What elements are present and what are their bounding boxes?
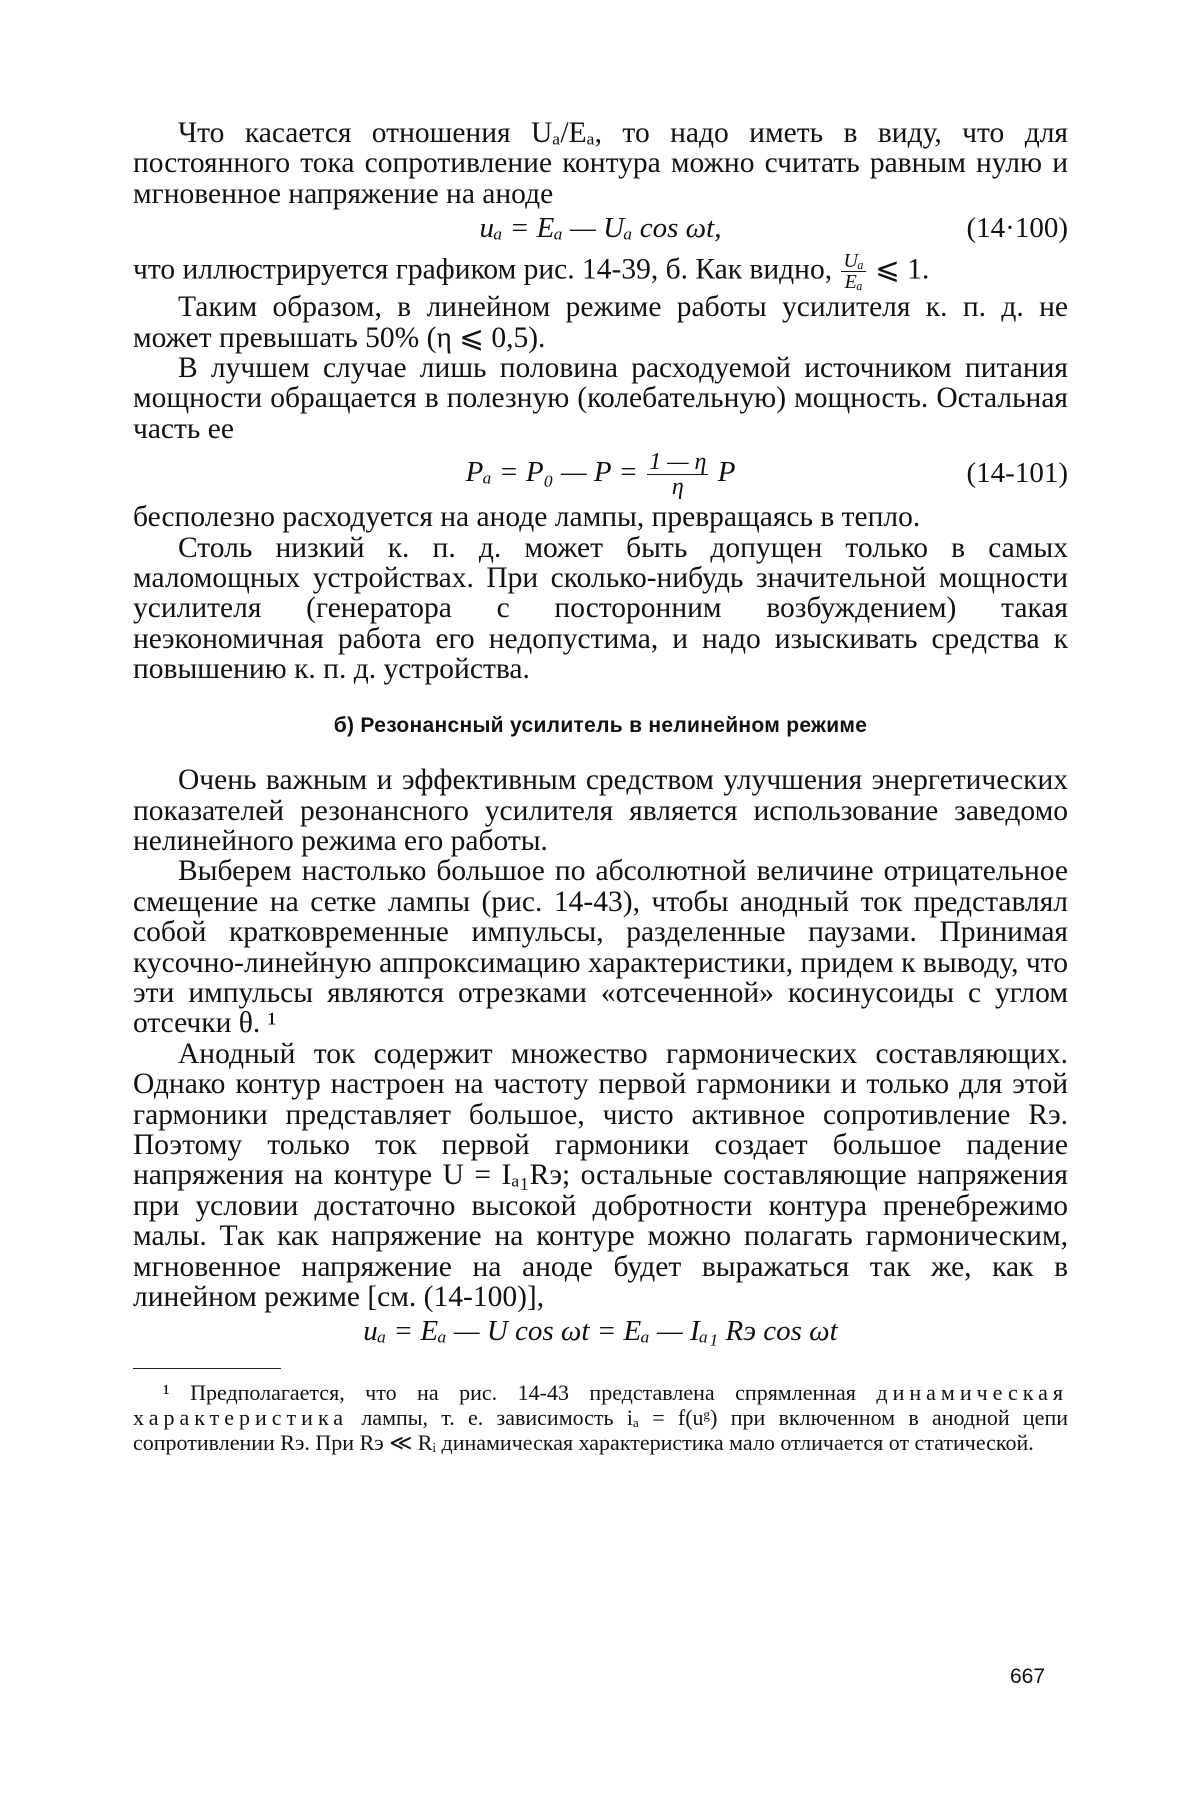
- footnote-part2: лампы, т. е. зависимость iₐ = f(uᵍ) при включенном в анодной цепи сопротивлении Rэ. При Rэ ≪ Rᵢ динамическая характеристика мало отличается от статической.: [133, 1405, 1068, 1455]
- footnote-part1: ¹ Предполагается, что на рис. 14-43 представлена спрямленная: [163, 1380, 877, 1405]
- footnote-rule: [133, 1368, 281, 1369]
- section-heading: б) Резонансный усилитель в нелинейном режиме: [333, 713, 868, 737]
- page-number: 667: [1010, 1665, 1046, 1688]
- ratio-denominator: Eₐ: [844, 271, 863, 294]
- paragraph-harmonics: Анодный ток содержит множество гармонических составляющих. Однако контур настроен на частоту первой гармоники и только для этой гармоники представляет большое, чисто активное сопротивление Rэ. Поэтому только ток первой гармоники создает большое падение напряжения на контуре U = Iₐ₁Rэ; остальные составляющие напряжения при условии достаточно высокой добротности контура пренебрежимо малы. Так как напряжение на контуре можно полагать гармоническим, мгновенное напряжение на аноде будет выражаться так же, как в линейном режиме [см. (14-100)],: [133, 1037, 1068, 1313]
- equation-14-100-number: (14·100): [966, 212, 1068, 245]
- ratio-numerator: Uₐ: [843, 250, 864, 273]
- paragraph-ratio: Что касается отношения Uₐ/Eₐ, то надо иметь в виду, что для постоянного тока сопротивление контура можно считать равным нулю и мгновенное напряжение на аноде: [133, 117, 1068, 210]
- paragraph-nonlinear-mode: Очень важным и эффективным средством улучшения энергетических показателей резонансного усилителя является использование заведомо нелинейного режима его работы.: [133, 764, 1068, 857]
- paragraph-graph-ref: [133, 251, 1068, 292]
- graph-ref-text: что иллюстрируется графиком рис. 14-39, б. Как видно,: [133, 253, 833, 286]
- equation-14-101: [133, 444, 1068, 502]
- equation-14-100-body: uₐ = Eₐ — Uₐ cos ωt,: [479, 212, 722, 245]
- paragraph-wasted-heat: бесполезно расходуется на аноде лампы, превращаясь в тепло.: [133, 501, 921, 534]
- paragraph-efficiency-limit: Таким образом, в линейном режиме работы усилителя к. п. д. не может превышать 50% (η ⩽ 0,5).: [133, 291, 1068, 354]
- equation-14-101-body: [133, 450, 1068, 499]
- efficiency-denominator: η: [671, 474, 684, 501]
- equation-14-100: [133, 209, 1068, 249]
- paragraph-low-efficiency: Столь низкий к. п. д. может быть допущен только в самых маломощных устройствах. При сколько-нибудь значительной мощности усилителя (генератора с посторонним возбуждением) такая неэкономичная работа его недопустима, и надо изыскивать средства к повышению к. п. д. устройства.: [133, 531, 1068, 686]
- equation-anode-voltage: [133, 1312, 1068, 1352]
- main-text: [133, 118, 1068, 1352]
- paragraph-half-power: В лучшем случае лишь половина расходуемой источником питания мощности обращается в полезную (колебательную) мощность. Остальная часть ее: [133, 352, 1068, 445]
- ratio-fraction: [841, 251, 865, 292]
- equation-14-101-left: Pₐ = P₀ — P =: [465, 456, 638, 489]
- equation-14-101-number: (14-101): [966, 457, 1068, 490]
- footnote-text: [133, 1380, 1068, 1455]
- efficiency-numerator: 1 — η: [649, 449, 707, 476]
- ratio-bound: ⩽ 1.: [875, 253, 930, 286]
- equation-anode-voltage-body: uₐ = Eₐ — U cos ωt = Eₐ — Iₐ₁ Rэ cos ωt: [363, 1315, 838, 1348]
- paragraph-negative-bias: Выберем настолько большое по абсолютной величине отрицательное смещение на сетке лампы (рис. 14-43), чтобы анодный ток представлял собой кратковременные импульсы, разделенные паузами. Принимая кусочно-линейную аппроксимацию характеристики, придем к выводу, что эти импульсы являются отрезками «отсеченной» косинусоиды с углом отсечки θ. ¹: [133, 855, 1068, 1040]
- footnote: [133, 1380, 1068, 1455]
- footnote-spaced-term: динамическая характеристика: [133, 1380, 1068, 1430]
- efficiency-fraction: [647, 450, 708, 499]
- equation-14-101-right: P: [717, 456, 736, 489]
